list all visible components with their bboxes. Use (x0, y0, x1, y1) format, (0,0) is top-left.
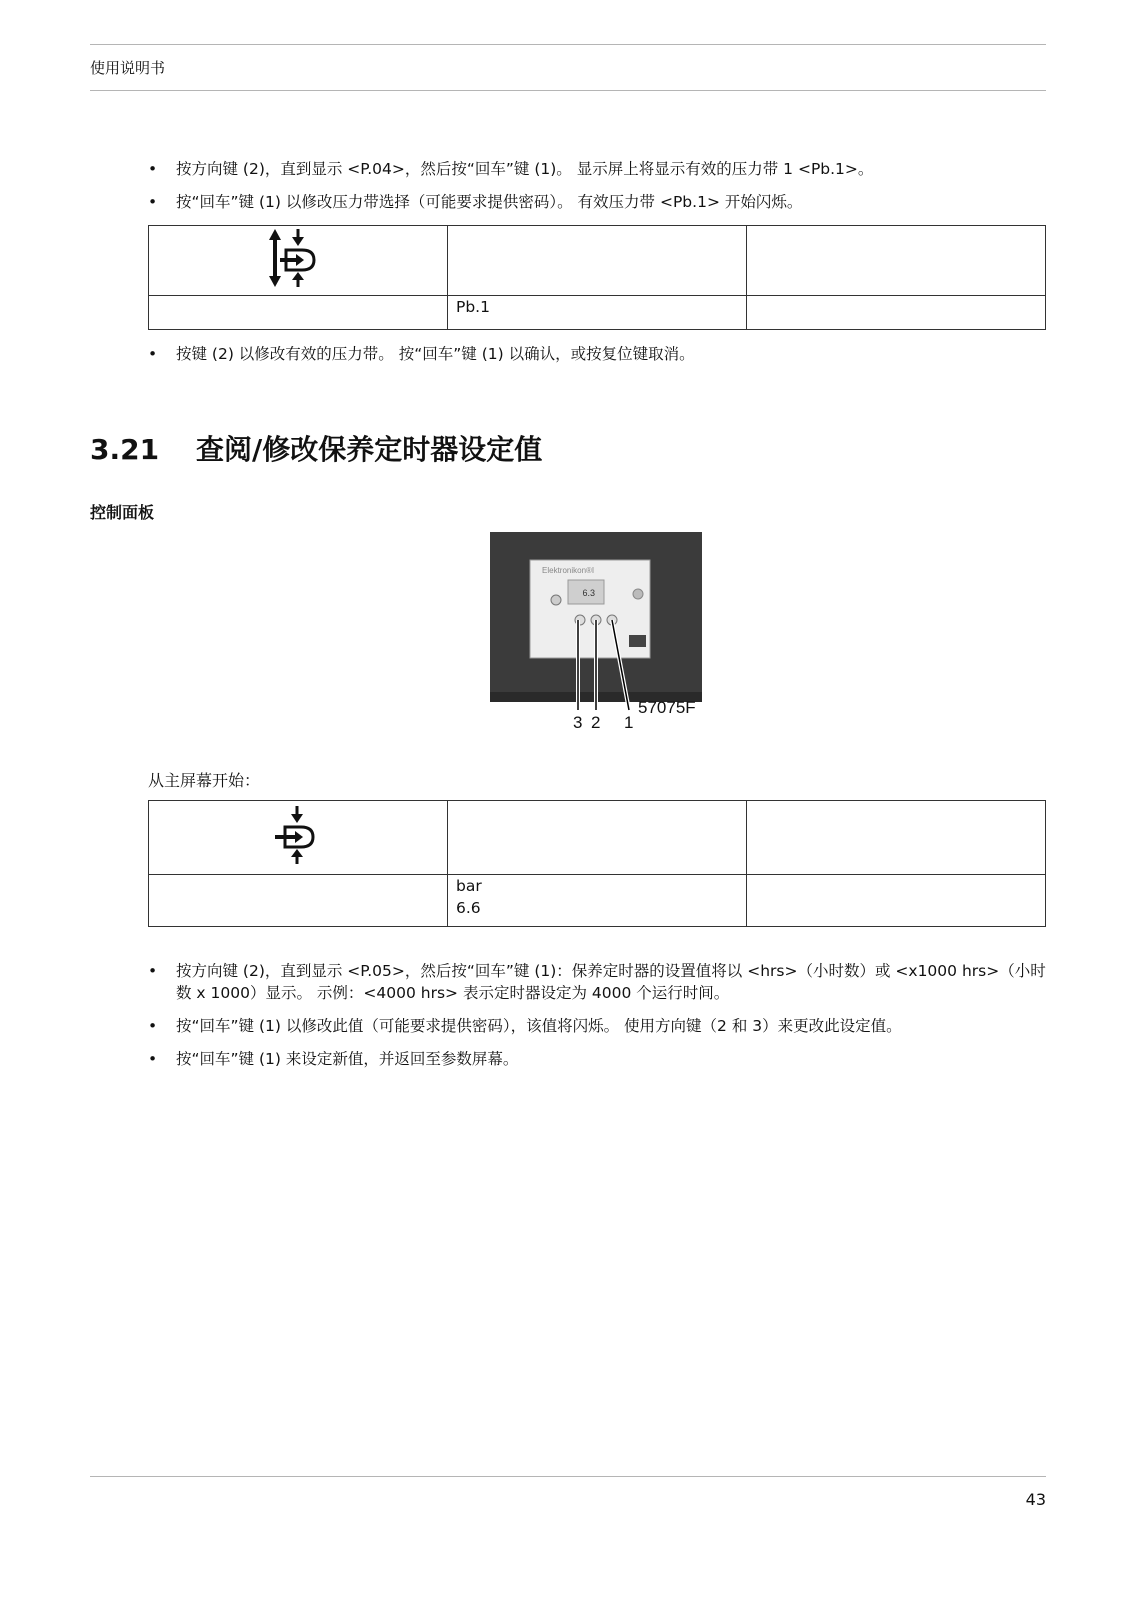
table-cell (448, 801, 747, 875)
display-table-pressure-band (148, 225, 1046, 330)
table-cell (448, 875, 747, 927)
callout-3-label: 3 (573, 713, 583, 732)
table-cell (149, 875, 448, 927)
table-cell (747, 801, 1046, 875)
pressure-band-icon (268, 275, 328, 293)
table-cell-icon (149, 226, 448, 296)
pressure-unit: bar (456, 877, 482, 895)
header-top-rule (90, 44, 1046, 45)
list-item: • 按“回车”键 (1) 以修改此值（可能要求提供密码），该值将闪烁。 使用方向键（2 和 3）来更改此设定值。 (148, 1015, 1048, 1037)
table-cell (448, 226, 747, 296)
table-cell-icon (149, 801, 448, 875)
header-bottom-rule (90, 90, 1046, 91)
callout-2-label: 2 (591, 713, 601, 732)
intro-text: 从主屏幕开始： (148, 771, 261, 790)
status-led (551, 595, 561, 605)
brand-logo (629, 635, 646, 647)
status-led-right (633, 589, 643, 599)
display-table-main-screen (148, 800, 1046, 927)
table-row (149, 296, 1046, 330)
table-cell (747, 875, 1046, 927)
footer-rule (90, 1476, 1046, 1477)
callout-1-label: 1 (624, 713, 634, 732)
list-item: • 按“回车”键 (1) 以修改压力带选择（可能要求提供密码）。 有效压力带 <Pb.1> 开始闪烁。 (148, 191, 1048, 213)
section1-bullets (148, 158, 1048, 224)
list-item: • 按键 (2) 以修改有效的压力带。 按“回车”键 (1) 以确认，或按复位键取消。 (148, 343, 1048, 365)
list-item: • 按“回车”键 (1) 来设定新值，并返回至参数屏幕。 (148, 1048, 1048, 1070)
section1-after-bullets (148, 343, 1048, 376)
table-row (149, 226, 1046, 296)
table-cell (747, 226, 1046, 296)
table-row (149, 875, 1046, 927)
screen-value-text: 6.3 (582, 588, 595, 598)
table-row (149, 801, 1046, 875)
table-cell (747, 296, 1046, 330)
pressure-indicator-icon (273, 852, 323, 870)
header-title: 使用说明书 (90, 59, 166, 77)
table-cell: Pb.1 (448, 296, 747, 330)
page-number: 43 (1025, 1490, 1046, 1509)
control-panel-figure (486, 530, 706, 739)
section2-bullets (148, 960, 1048, 1081)
screen-brand-text: Elektronikon®I (542, 566, 595, 575)
section-title: 查阅/修改保养定时器设定值 (196, 433, 543, 466)
table-cell (149, 296, 448, 330)
subheading-control-panel: 控制面板 (90, 503, 155, 522)
section-number: 3.21 (90, 433, 160, 466)
list-item: • 按方向键 (2)，直到显示 <P.04>，然后按“回车”键 (1)。 显示屏上将显示有效的压力带 1 <Pb.1>。 (148, 158, 1048, 180)
list-item: • 按方向键 (2)，直到显示 <P.05>，然后按“回车”键 (1)：保养定时器的设置值将以 <hrs>（小时数）或 <x1000 hrs>（小时数 x 1000）显示。 示例：<4000 hrs> 表示定时器设定为 4000 个运行时间。 (148, 960, 1048, 1004)
figure-code-label: 57075F (638, 698, 696, 717)
pressure-value: 6.6 (456, 899, 481, 917)
section-heading (90, 428, 542, 468)
